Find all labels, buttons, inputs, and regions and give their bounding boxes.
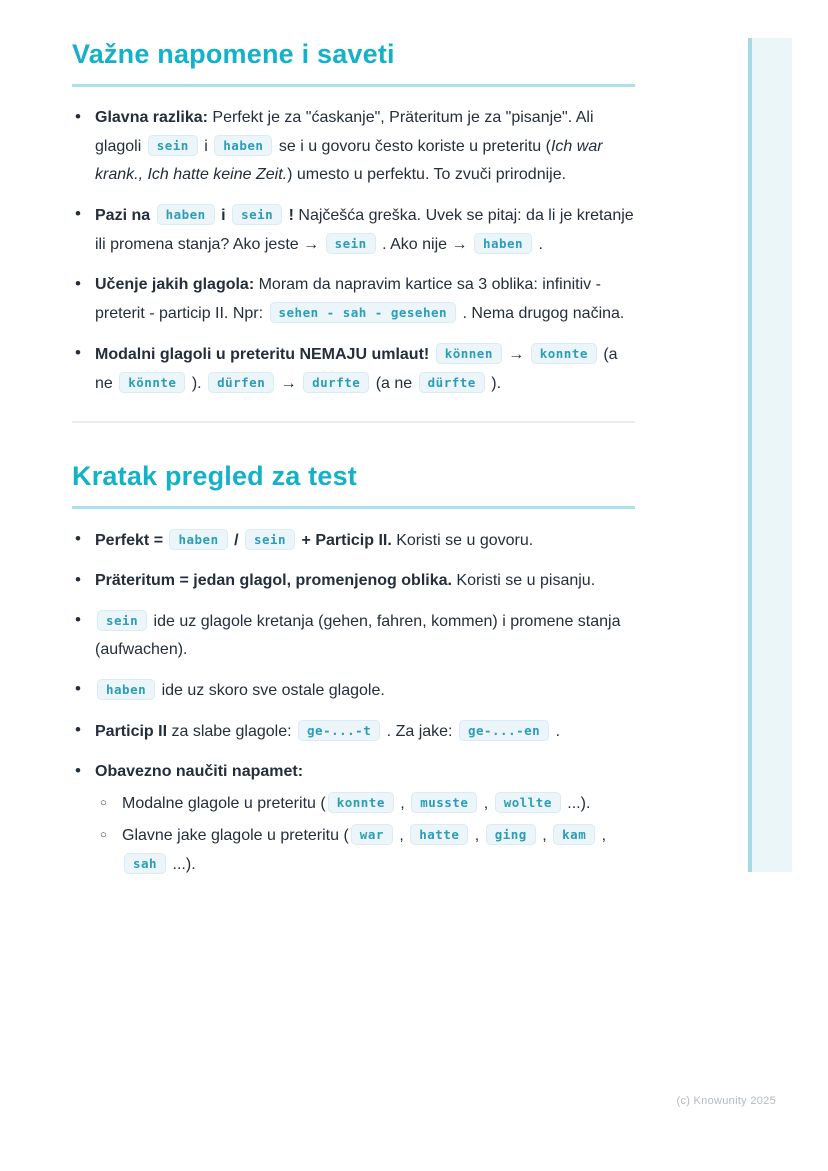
text-run: ). xyxy=(486,375,502,392)
inline-code: haben xyxy=(214,135,272,156)
text-run: Moram da napravim kartice sa 3 oblika: infinitiv - preterit - particip II. Npr: xyxy=(95,276,601,322)
bold-text: ! xyxy=(284,207,294,224)
text-run: , xyxy=(395,795,410,812)
inline-code: sehen - sah - gesehen xyxy=(270,302,457,323)
text-run: Glavne jake glagole u preteritu ( xyxy=(122,827,349,844)
sub-list xyxy=(95,789,635,879)
bold-text: Modalni glagoli u preteritu NEMAJU umlaut! xyxy=(95,346,430,363)
bold-text: Präteritum = jedan glagol, promenjenog oblika. xyxy=(95,572,452,589)
text-run: , xyxy=(394,827,409,844)
inline-code: haben xyxy=(169,529,227,550)
inline-code: können xyxy=(436,343,502,364)
bold-text: + Particip II. xyxy=(297,532,392,549)
bold-text: Particip II xyxy=(95,723,168,740)
list-item xyxy=(72,758,635,879)
list-item xyxy=(72,104,635,189)
list-item xyxy=(72,607,635,664)
list-item xyxy=(72,676,635,705)
text-run: se i u govoru često koriste u preteritu ( xyxy=(274,138,551,155)
text-run: za slabe glagole: xyxy=(167,723,297,740)
text-run: ). xyxy=(187,375,207,392)
section-notes xyxy=(72,38,635,398)
inline-code: konnte xyxy=(328,792,394,813)
inline-code: sein xyxy=(148,135,198,156)
text-run: → xyxy=(276,375,302,392)
inline-code: dürfen xyxy=(208,372,274,393)
inline-code: haben xyxy=(157,204,215,225)
section-review xyxy=(72,460,635,879)
sub-list-item xyxy=(95,789,635,818)
right-accent-bar xyxy=(748,38,792,872)
inline-code: wollte xyxy=(495,792,561,813)
text-run: . Za jake: xyxy=(382,723,457,740)
text-run: ...). xyxy=(562,795,591,812)
text-run: ide uz glagole kretanja (gehen, fahren, kommen) i promene stanja (aufwachen). xyxy=(95,613,621,658)
inline-code: war xyxy=(351,824,393,845)
inline-code: konnte xyxy=(531,343,597,364)
inline-code: sein xyxy=(97,610,147,631)
section-title-review: Kratak pregled za test xyxy=(72,460,635,509)
inline-code: sein xyxy=(326,233,376,254)
sub-list-item xyxy=(95,821,635,879)
inline-code: kam xyxy=(553,824,595,845)
text-run: . Nema drugog načina. xyxy=(458,305,625,322)
text-run: , xyxy=(597,827,607,844)
text-run: , xyxy=(479,795,493,812)
bold-text: Glavna razlika: xyxy=(95,109,208,126)
text-run: , xyxy=(537,827,552,844)
text-run: Modalne glagole u preteritu ( xyxy=(122,795,326,812)
inline-code: musste xyxy=(411,792,477,813)
inline-code: ge-...-en xyxy=(459,720,549,741)
section-title-notes: Važne napomene i saveti xyxy=(72,38,635,87)
text-run: Perfekt je za "ćaskanje", Präteritum je za "pisanje". Ali glagoli xyxy=(95,109,594,155)
inline-code: hatte xyxy=(410,824,468,845)
section-divider xyxy=(72,421,635,423)
text-run: ) umesto u perfektu. To zvuči prirodnije. xyxy=(287,166,567,183)
list-item xyxy=(72,271,635,328)
inline-code: sah xyxy=(124,853,166,874)
text-run: ...). xyxy=(168,856,196,873)
inline-code: ge-...-t xyxy=(298,720,380,741)
text-run: i xyxy=(199,138,213,155)
text-run: (a ne xyxy=(95,346,618,392)
bold-text: i xyxy=(216,207,231,224)
bullet-list-review xyxy=(72,526,635,879)
list-item xyxy=(72,717,635,746)
bold-text: Obavezno naučiti napamet: xyxy=(95,763,304,780)
text-run: . xyxy=(551,723,561,740)
text-run: . Ako nije → xyxy=(377,236,472,253)
bold-text: / xyxy=(229,532,243,549)
inline-code: sein xyxy=(232,204,282,225)
bullet-list-notes xyxy=(72,104,635,398)
content-column xyxy=(72,38,635,891)
text-run: Najčešća greška. Uvek se pitaj: da li je kretanje ili promena stanja? Ako jeste → xyxy=(95,207,634,253)
text-run: Koristi se u govoru. xyxy=(391,532,534,549)
inline-code: könnte xyxy=(119,372,185,393)
text-run: Koristi se u pisanju. xyxy=(451,572,596,589)
list-item xyxy=(72,567,635,595)
inline-code: haben xyxy=(97,679,155,700)
italic-text: Ich war krank., Ich hatte keine Zeit. xyxy=(95,138,603,183)
footer-copyright: (c) Knowunity 2025 xyxy=(676,1095,776,1107)
text-run: (a ne xyxy=(371,375,417,392)
inline-code: dürfte xyxy=(419,372,485,393)
list-item xyxy=(72,340,635,398)
bold-text: Pazi na xyxy=(95,207,155,224)
inline-code: ging xyxy=(486,824,536,845)
text-run: → xyxy=(503,346,529,363)
list-item xyxy=(72,526,635,555)
bold-text: Perfekt = xyxy=(95,532,168,549)
inline-code: haben xyxy=(474,233,532,254)
text-run: ide uz skoro sve ostale glagole. xyxy=(157,682,385,699)
text-run: , xyxy=(470,827,484,844)
inline-code: durfte xyxy=(303,372,369,393)
bold-text: Učenje jakih glagola: xyxy=(95,276,255,293)
list-item xyxy=(72,201,635,259)
text-run xyxy=(429,346,433,363)
text-run: . xyxy=(534,236,543,253)
inline-code: sein xyxy=(245,529,295,550)
